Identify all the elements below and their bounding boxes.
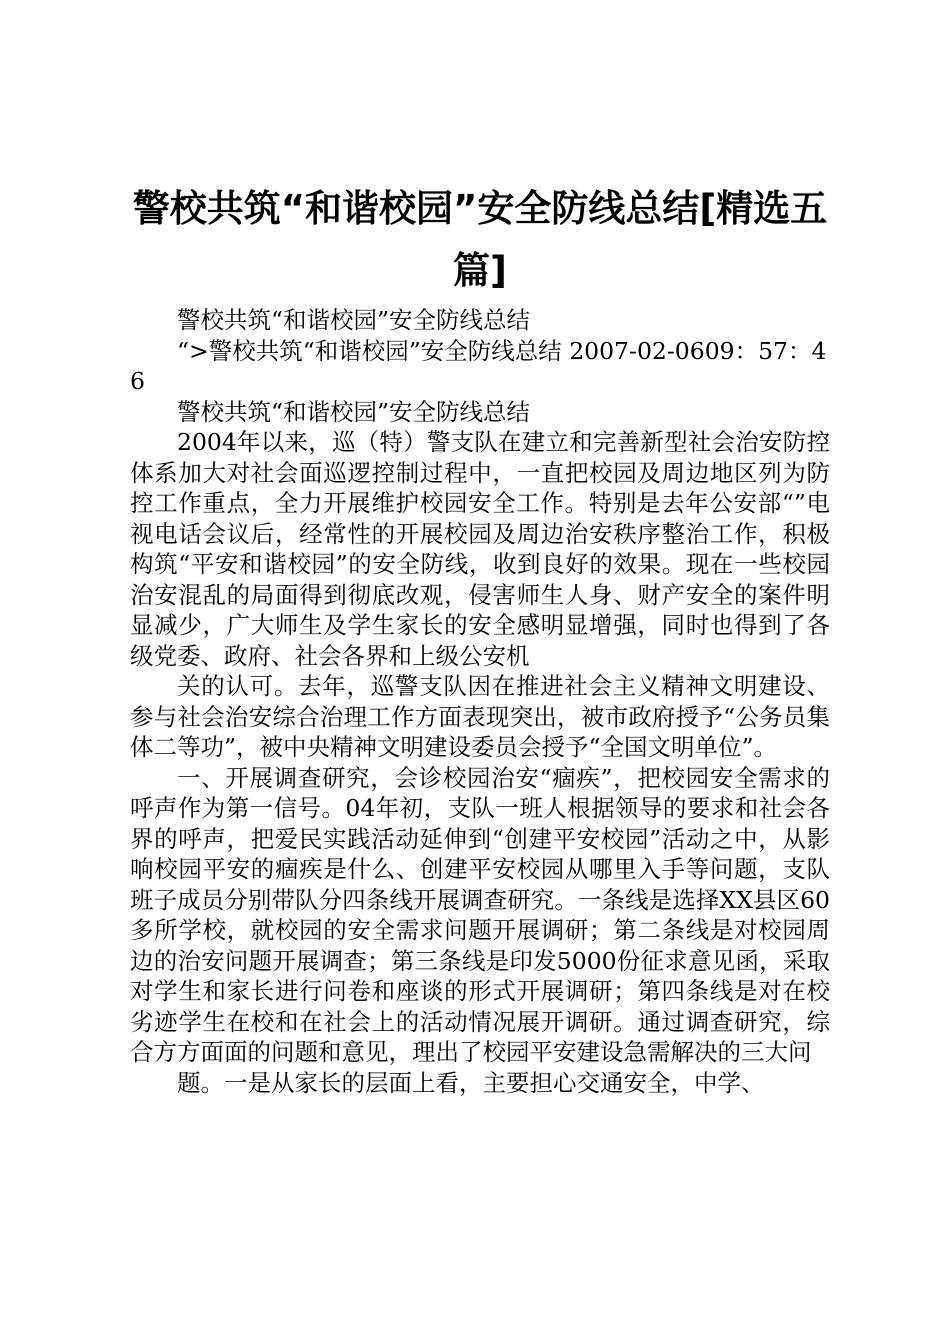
paragraph: 题。一是从家长的层面上看，主要担心交通安全，中学、 (177, 1068, 765, 1097)
paragraph: 警校共筑“和谐校园”安全防线总结 (177, 306, 531, 334)
paragraph: “>警校共筑“和谐校园”安全防线总结 2007-02-0609：57：46 (130, 336, 827, 395)
document-title: 警校共筑“和谐校园”安全防线总结[精选五篇] (132, 187, 828, 292)
document-page (130, 178, 830, 1098)
document-body (130, 305, 830, 1098)
paragraph: 警校共筑“和谐校园”安全防线总结 (177, 397, 531, 426)
paragraph: 一、开展调查研究，会诊校园治安“痼疾”，把校园安全需求的呼声作为第一信号。04年初，支队一班人根据领导的要求和社会各界的呼声，把爱民实践活动延伸到“创建平安校园”活动之中，从影响校园平安的痼疾是什么、创建平安校园从哪里入手等问题，支队班子成员分别带队分四条线开展调查研究。一条线是选择XX县区60多所学校，就校园的安全需求问题开展调研；第二条线是对校园周边的治安问题开展调查；第三条线是印发5000份征求意见函，采取对学生和家长进行问卷和座谈的形式开展调研；第四条线是对在校劣迹学生在校和在社会上的活动情况展开调研。通过调查研究，综合方方面面的问题和意见，理出了校园平安建设急需解决的三大问 (130, 763, 830, 1066)
paragraph: 关的认可。去年，巡警支队因在推进社会主义精神文明建设、参与社会治安综合治理工作方面表现突出，被市政府授予“公务员集体二等功”，被中央精神文明建设委员会授予“全国文明单位”。 (130, 672, 830, 761)
paragraph: 2004年以来，巡（特）警支队在建立和完善新型社会治安防控体系加大对社会面巡逻控制过程中，一直把校园及周边地区列为防控工作重点，全力开展维护校园安全工作。特别是去年公安部“”电视电话会议后，经常性的开展校园及周边治安秩序整治工作，积极构筑“平安和谐校园”的安全防线，收到良好的效果。现在一些校园治安混乱的局面得到彻底改观，侵害师生人身、财产安全的案件明显减少，广大师生及学生家长的安全感明显增强，同时也得到了各级党委、政府、社会各界和上级公安机 (130, 428, 830, 670)
